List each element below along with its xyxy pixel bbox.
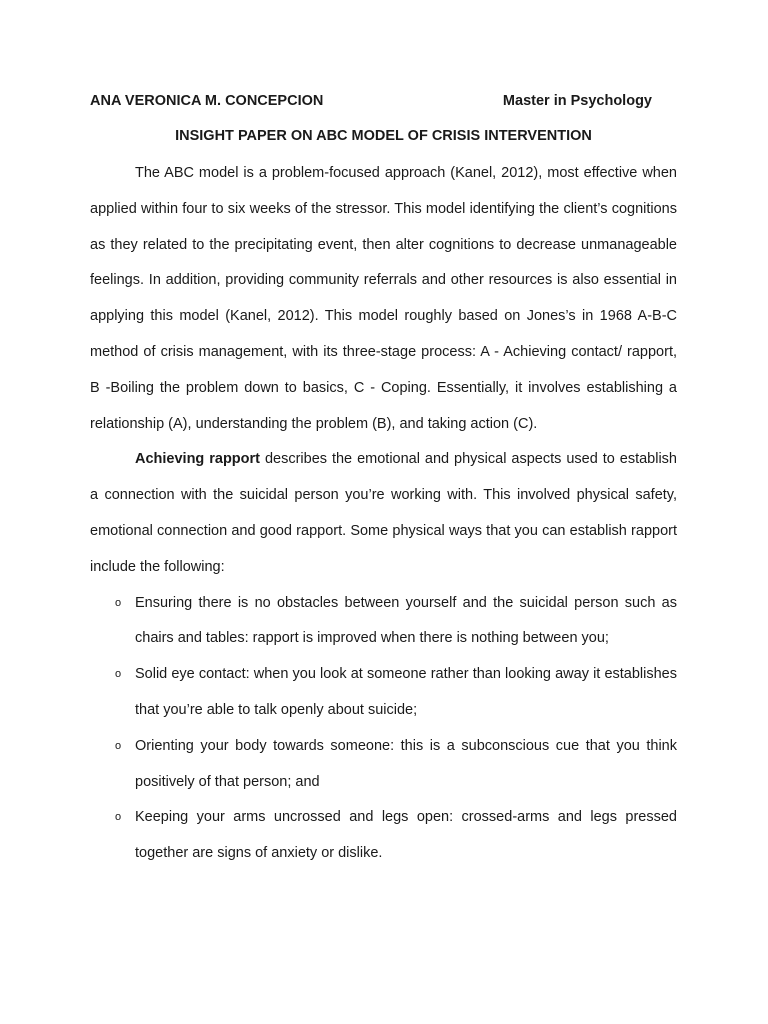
list-item-text: Solid eye contact: when you look at someone rather than looking away it establishes that you’re able to talk openly about suicide; — [135, 666, 677, 718]
list-item — [90, 800, 677, 872]
rapport-paragraph-text: describes the emotional and physical aspects used to establish a connection with the suicidal person you’re working with. This involved physical safety, emotional connection and good rapport. Some physical ways that you can establish rapport include the following: — [90, 451, 677, 575]
author-name: ANA VERONICA M. CONCEPCION — [90, 93, 324, 109]
rapport-paragraph — [90, 442, 677, 585]
list-item-text: Keeping your arms uncrossed and legs open: crossed-arms and legs pressed together are signs of anxiety or dislike. — [135, 809, 677, 862]
degree-program: Master in Psychology — [502, 93, 652, 109]
list-item — [90, 729, 677, 801]
rapport-lead-term: Achieving rapport — [135, 451, 260, 468]
bullet-marker: o — [115, 811, 122, 824]
document-body — [90, 156, 677, 872]
intro-paragraph-text: The ABC model is a problem-focused approach (Kanel, 2012), most effective when applied within four to six weeks of the stressor. This model identifying the client’s cognitions as they related to the precipitating event, then alter cognitions to decrease unmanageable feelings. In addition, providing community referrals and other resources is also essential in applying this model (Kanel, 2012). This model roughly based on Jones’s in 1968 A-B-C method of crisis management, with its three-stage process: A - Achieving contact/ rapport, B -Boiling the problem down to basics, C - Coping. Essentially, it involves establishing a relationship (A), understanding the problem (B), and taking action (C). — [90, 165, 677, 432]
list-item — [90, 586, 677, 658]
bullet-marker: o — [115, 668, 122, 681]
rapport-ways-list — [90, 586, 677, 872]
bullet-marker: o — [115, 739, 122, 752]
list-item-text: Ensuring there is no obstacles between yourself and the suicidal person such as chairs and tables: rapport is improved when there is nothing between you; — [135, 594, 677, 647]
bullet-marker: o — [115, 596, 122, 609]
list-item-text: Orienting your body towards someone: this is a subconscious cue that you think positively of that person; and — [135, 737, 677, 790]
paper-title: INSIGHT PAPER ON ABC MODEL OF CRISIS INTERVENTION — [175, 128, 592, 144]
document-header — [90, 93, 652, 113]
list-item — [90, 657, 677, 729]
intro-paragraph — [90, 156, 677, 442]
